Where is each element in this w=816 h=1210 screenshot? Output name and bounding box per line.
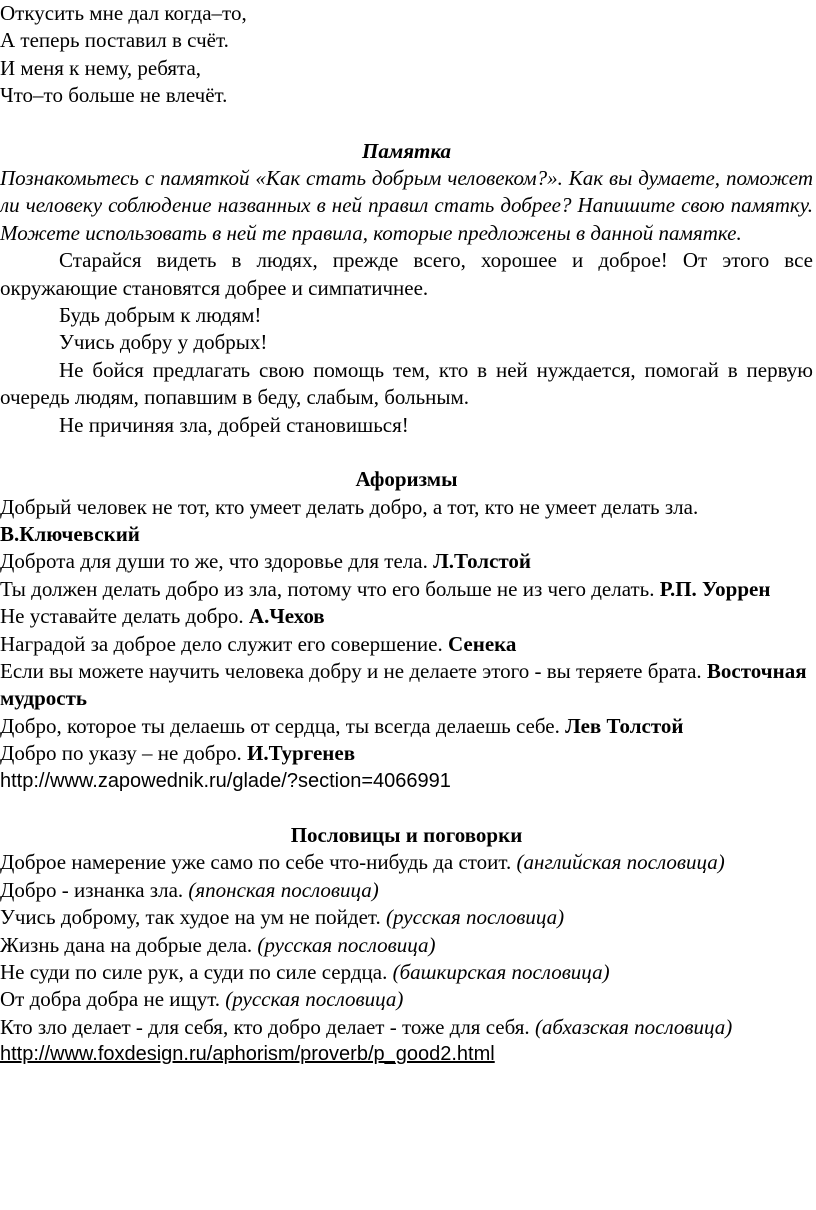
aphorism: Не уставайте делать добро. А.Чехов bbox=[0, 604, 325, 629]
poem-line: Откусить мне дал когда–то, bbox=[0, 1, 247, 25]
aphorism-author: И.Тургенев bbox=[247, 741, 356, 766]
aphorism: Наградой за доброе дело служит его совершение. Сенека bbox=[0, 631, 517, 656]
aphorism: Добрый человек не тот, кто умеет делать добро, а тот, кто не умеет делать зла. В.Ключевский bbox=[0, 494, 699, 546]
proverb-origin: (русская пословица) bbox=[257, 932, 436, 957]
proverbs-source-link[interactable]: http://www.foxdesign.ru/aphorism/proverb/p_good2.html bbox=[0, 1043, 495, 1066]
aphorism-author: Р.П. Уоррен bbox=[659, 576, 771, 601]
memo-rule: Будь добрым к людям! bbox=[59, 303, 262, 328]
aphorisms-section bbox=[0, 466, 813, 795]
proverb: От добра добра не ищут. (русская пословица) bbox=[0, 987, 404, 1012]
proverb-origin: (русская пословица) bbox=[386, 905, 565, 930]
proverb-origin: (английская пословица) bbox=[516, 850, 725, 875]
proverb-origin: (японская пословица) bbox=[188, 877, 379, 902]
proverb: Жизнь дана на добрые дела. (русская пословица) bbox=[0, 932, 436, 957]
aphorism: Доброта для души то же, что здоровье для тела. Л.Толстой bbox=[0, 549, 532, 574]
proverb-origin: (русская пословица) bbox=[225, 987, 404, 1012]
aphorism: Если вы можете научить человека добру и не делаете этого - вы теряете брата. Восточная мудрость bbox=[0, 658, 807, 711]
aphorism-author: Восточная мудрость bbox=[0, 658, 807, 711]
poem-line: И меня к нему, ребята, bbox=[0, 55, 202, 80]
aphorism: Ты должен делать добро из зла, потому что его больше не из чего делать. Р.П. Уоррен bbox=[0, 576, 771, 601]
aphorism-author: Л.Толстой bbox=[433, 549, 532, 574]
memo-section bbox=[0, 138, 813, 439]
proverb: Доброе намерение уже само по себе что-нибудь да стоит. (английская пословица) bbox=[0, 850, 725, 875]
proverb: Добро - изнанка зла. (японская пословица) bbox=[0, 877, 379, 902]
aphorisms-source: http://www.zapowednik.ru/glade/?section=4066991 bbox=[0, 769, 451, 792]
aphorism-author: А.Чехов bbox=[248, 604, 325, 629]
memo-rule: Не бойся предлагать свою помощь тем, кто в ней нуждается, помогай в первую очередь людям, попавшим в беду, слабым, больным. bbox=[0, 357, 813, 410]
poem-line: А теперь поставил в счёт. bbox=[0, 28, 229, 53]
proverbs-title: Пословицы и поговорки bbox=[290, 822, 523, 847]
proverbs-section bbox=[0, 822, 813, 1069]
proverb: Учись доброму, так худое на ум не пойдет. (русская пословица) bbox=[0, 905, 565, 930]
proverb-origin: (башкирская пословица) bbox=[392, 960, 610, 984]
aphorism: Добро, которое ты делаешь от сердца, ты всегда делаешь себе. Лев Толстой bbox=[0, 713, 684, 738]
proverbs-source bbox=[0, 1041, 813, 1068]
memo-title: Памятка bbox=[362, 138, 451, 163]
poem-line: Что–то больше не влечёт. bbox=[0, 83, 228, 108]
aphorism-author: Лев Толстой bbox=[565, 713, 684, 738]
aphorism-author: Сенека bbox=[447, 631, 517, 656]
proverb: Не суди по силе рук, а суди по силе сердца. (башкирская пословица) bbox=[0, 960, 610, 984]
proverb-origin: (абхазская пословица) bbox=[534, 1014, 733, 1039]
aphorism: Добро по указу – не добро. И.Тургенев bbox=[0, 741, 356, 766]
proverb: Кто зло делает - для себя, кто добро делает - тоже для себя. (абхазская пословица) bbox=[0, 1014, 733, 1039]
memo-rule: Не причиняя зла, добрей становишься! bbox=[59, 412, 409, 437]
memo-intro: Познакомьтесь с памяткой «Как стать добрым человеком?». Как вы думаете, поможет ли человеку соблюдение названных в ней правил стать добрее? Напишите свою памятку. Можете использовать в ней те правила, которые предложены в данной памятке. bbox=[0, 166, 813, 245]
memo-rule: Старайся видеть в людях, прежде всего, хорошее и доброе! От этого все окружающие становятся добрее и симпатичнее. bbox=[0, 248, 813, 300]
poem bbox=[0, 0, 813, 110]
memo-rule: Учись добру у добрых! bbox=[59, 330, 268, 355]
aphorism-author: В.Ключевский bbox=[0, 521, 140, 546]
aphorisms-title: Афоризмы bbox=[355, 467, 458, 492]
